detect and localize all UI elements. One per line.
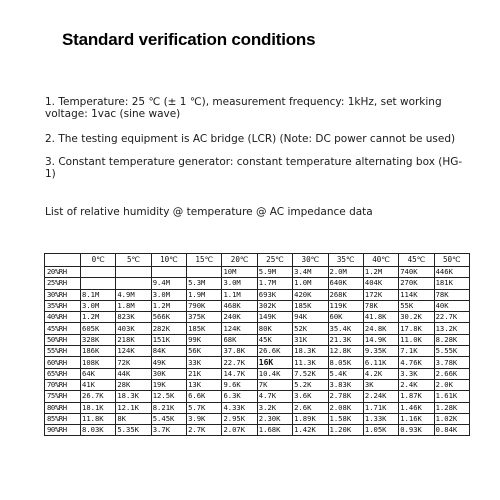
impedance-cell: 60K bbox=[328, 312, 363, 323]
impedance-cell: 14.9K bbox=[363, 334, 398, 345]
impedance-cell: 3.0M bbox=[81, 300, 116, 311]
condition-equipment: 2. The testing equipment is AC bridge (LCR) (Note: DC power cannot be used) bbox=[45, 133, 456, 145]
impedance-cell: 11.8K bbox=[81, 413, 116, 424]
impedance-cell: 21.3K bbox=[328, 334, 363, 345]
impedance-cell: 68K bbox=[222, 334, 257, 345]
impedance-cell: 1.0M bbox=[293, 278, 328, 289]
impedance-cell: 10M bbox=[222, 267, 257, 278]
impedance-cell: 114K bbox=[399, 289, 434, 300]
impedance-cell: 1.46K bbox=[399, 402, 434, 413]
impedance-cell: 1.28K bbox=[434, 402, 469, 413]
impedance-cell: 40K bbox=[434, 300, 469, 311]
table-body bbox=[45, 267, 470, 436]
impedance-cell: 8.1M bbox=[81, 289, 116, 300]
impedance-cell: 30.2K bbox=[399, 312, 434, 323]
table-row bbox=[45, 289, 470, 300]
humidity-label: 75%RH bbox=[45, 391, 81, 402]
impedance-cell: 45K bbox=[257, 334, 292, 345]
impedance-cell: 468K bbox=[222, 300, 257, 311]
impedance-cell: 2.4K bbox=[399, 379, 434, 390]
impedance-cell: 78K bbox=[363, 300, 398, 311]
condition-temperature: 1. Temperature: 25 ℃ (± 1 ℃), measurement frequency: 1kHz, set working voltage: 1vac (sine wave) bbox=[45, 96, 442, 120]
impedance-cell: 6.11K bbox=[363, 357, 398, 368]
impedance-cell: 1.2M bbox=[363, 267, 398, 278]
impedance-cell bbox=[187, 267, 222, 278]
impedance-cell: 4.9M bbox=[116, 289, 151, 300]
impedance-cell bbox=[151, 267, 186, 278]
table-row bbox=[45, 278, 470, 289]
temperature-header: 50℃ bbox=[434, 254, 469, 267]
table-corner-cell bbox=[45, 254, 81, 267]
impedance-cell: 2.78K bbox=[328, 391, 363, 402]
impedance-cell: 3.0M bbox=[151, 289, 186, 300]
impedance-cell: 2.07K bbox=[222, 425, 257, 436]
impedance-cell: 3K bbox=[363, 379, 398, 390]
impedance-cell: 124K bbox=[116, 346, 151, 357]
impedance-cell: 3.2K bbox=[257, 402, 292, 413]
impedance-cell: 2.24K bbox=[363, 391, 398, 402]
impedance-cell: 3.0M bbox=[222, 278, 257, 289]
humidity-label: 65%RH bbox=[45, 368, 81, 379]
impedance-cell: 108K bbox=[81, 357, 116, 368]
humidity-label: 20%RH bbox=[45, 267, 81, 278]
impedance-cell: 2.95K bbox=[222, 413, 257, 424]
impedance-cell: 31K bbox=[293, 334, 328, 345]
impedance-cell: 186K bbox=[81, 346, 116, 357]
impedance-cell: 9.4M bbox=[151, 278, 186, 289]
impedance-cell: 3.7K bbox=[151, 425, 186, 436]
impedance-cell: 19K bbox=[151, 379, 186, 390]
impedance-cell: 6.6K bbox=[187, 391, 222, 402]
impedance-cell: 8.28K bbox=[434, 334, 469, 345]
impedance-cell: 0.93K bbox=[399, 425, 434, 436]
temperature-header: 20℃ bbox=[222, 254, 257, 267]
impedance-cell: 605K bbox=[81, 323, 116, 334]
impedance-cell: 2.0M bbox=[328, 267, 363, 278]
impedance-cell: 30K bbox=[151, 368, 186, 379]
humidity-impedance-table bbox=[44, 253, 470, 436]
impedance-cell: 302K bbox=[257, 300, 292, 311]
impedance-cell: 1.42K bbox=[293, 425, 328, 436]
impedance-cell: 2.30K bbox=[257, 413, 292, 424]
table-row bbox=[45, 402, 470, 413]
impedance-cell: 185K bbox=[187, 323, 222, 334]
table-row bbox=[45, 357, 470, 368]
impedance-cell: 5.35K bbox=[116, 425, 151, 436]
table-caption: List of relative humidity @ temperature @ AC impedance data bbox=[45, 206, 373, 218]
table-row bbox=[45, 425, 470, 436]
temperature-header: 25℃ bbox=[257, 254, 292, 267]
impedance-cell: 44K bbox=[116, 368, 151, 379]
impedance-cell: 1.2M bbox=[81, 312, 116, 323]
impedance-cell: 5.2K bbox=[293, 379, 328, 390]
impedance-cell: 1.61K bbox=[434, 391, 469, 402]
impedance-cell bbox=[81, 278, 116, 289]
impedance-cell: 172K bbox=[363, 289, 398, 300]
impedance-cell: 1.2M bbox=[151, 300, 186, 311]
impedance-cell: 3.4M bbox=[293, 267, 328, 278]
impedance-cell: 282K bbox=[151, 323, 186, 334]
impedance-cell: 55K bbox=[399, 300, 434, 311]
impedance-cell: 5.4K bbox=[328, 368, 363, 379]
impedance-cell: 2.7K bbox=[187, 425, 222, 436]
table-row bbox=[45, 368, 470, 379]
humidity-label: 55%RH bbox=[45, 346, 81, 357]
impedance-cell: 1.58K bbox=[328, 413, 363, 424]
impedance-cell: 7.52K bbox=[293, 368, 328, 379]
impedance-cell: 640K bbox=[328, 278, 363, 289]
impedance-cell: 8.03K bbox=[81, 425, 116, 436]
humidity-label: 25%RH bbox=[45, 278, 81, 289]
impedance-cell: 268K bbox=[328, 289, 363, 300]
impedance-cell: 28K bbox=[116, 379, 151, 390]
table-row bbox=[45, 300, 470, 311]
impedance-cell: 41.8K bbox=[363, 312, 398, 323]
humidity-label: 45%RH bbox=[45, 323, 81, 334]
humidity-label: 60%RH bbox=[45, 357, 81, 368]
impedance-cell: 35.4K bbox=[328, 323, 363, 334]
impedance-cell: 124K bbox=[222, 323, 257, 334]
impedance-cell: 8.05K bbox=[328, 357, 363, 368]
impedance-cell: 1.1M bbox=[222, 289, 257, 300]
impedance-cell: 41K bbox=[81, 379, 116, 390]
impedance-cell: 14.7K bbox=[222, 368, 257, 379]
impedance-cell: 3.78K bbox=[434, 357, 469, 368]
impedance-cell: 49K bbox=[151, 357, 186, 368]
impedance-cell: 13.2K bbox=[434, 323, 469, 334]
humidity-label: 70%RH bbox=[45, 379, 81, 390]
table-row bbox=[45, 334, 470, 345]
impedance-cell: 11.0K bbox=[399, 334, 434, 345]
impedance-cell: 64K bbox=[81, 368, 116, 379]
impedance-cell: 16K bbox=[257, 357, 292, 368]
impedance-cell: 8.21K bbox=[151, 402, 186, 413]
impedance-cell: 5.9M bbox=[257, 267, 292, 278]
impedance-cell: 9.6K bbox=[222, 379, 257, 390]
humidity-label: 50%RH bbox=[45, 334, 81, 345]
humidity-label: 30%RH bbox=[45, 289, 81, 300]
impedance-cell: 37.8K bbox=[222, 346, 257, 357]
impedance-cell: 403K bbox=[116, 323, 151, 334]
temperature-header: 35℃ bbox=[328, 254, 363, 267]
impedance-cell: 5.55K bbox=[434, 346, 469, 357]
impedance-cell: 2.0K bbox=[434, 379, 469, 390]
impedance-cell: 823K bbox=[116, 312, 151, 323]
impedance-cell: 375K bbox=[187, 312, 222, 323]
impedance-cell: 33K bbox=[187, 357, 222, 368]
humidity-label: 90%RH bbox=[45, 425, 81, 436]
page-title: Standard verification conditions bbox=[62, 30, 316, 49]
impedance-cell: 1.68K bbox=[257, 425, 292, 436]
impedance-cell: 5.7K bbox=[187, 402, 222, 413]
impedance-cell: 240K bbox=[222, 312, 257, 323]
impedance-cell: 99K bbox=[187, 334, 222, 345]
table-row bbox=[45, 379, 470, 390]
impedance-cell: 1.71K bbox=[363, 402, 398, 413]
temperature-header: 15℃ bbox=[187, 254, 222, 267]
impedance-cell: 1.8M bbox=[116, 300, 151, 311]
impedance-cell: 3.9K bbox=[187, 413, 222, 424]
impedance-cell: 26.6K bbox=[257, 346, 292, 357]
impedance-cell: 218K bbox=[116, 334, 151, 345]
impedance-cell: 1.20K bbox=[328, 425, 363, 436]
impedance-cell: 80K bbox=[257, 323, 292, 334]
impedance-cell: 18.1K bbox=[81, 402, 116, 413]
impedance-cell: 24.8K bbox=[363, 323, 398, 334]
impedance-cell: 21K bbox=[187, 368, 222, 379]
impedance-cell: 1.33K bbox=[363, 413, 398, 424]
impedance-cell: 56K bbox=[187, 346, 222, 357]
impedance-cell: 404K bbox=[363, 278, 398, 289]
impedance-cell: 151K bbox=[151, 334, 186, 345]
impedance-cell: 26.7K bbox=[81, 391, 116, 402]
impedance-cell: 1.9M bbox=[187, 289, 222, 300]
table-row bbox=[45, 391, 470, 402]
impedance-cell: 1.7M bbox=[257, 278, 292, 289]
impedance-cell: 693K bbox=[257, 289, 292, 300]
impedance-cell: 270K bbox=[399, 278, 434, 289]
impedance-cell: 22.7K bbox=[222, 357, 257, 368]
impedance-cell: 2.6K bbox=[293, 402, 328, 413]
table-row bbox=[45, 267, 470, 278]
table-row bbox=[45, 323, 470, 334]
impedance-cell: 52K bbox=[293, 323, 328, 334]
impedance-cell: 94K bbox=[293, 312, 328, 323]
impedance-cell: 185K bbox=[293, 300, 328, 311]
impedance-cell: 13K bbox=[187, 379, 222, 390]
table-row bbox=[45, 312, 470, 323]
impedance-cell: 1.89K bbox=[293, 413, 328, 424]
impedance-cell: 1.05K bbox=[363, 425, 398, 436]
impedance-cell: 566K bbox=[151, 312, 186, 323]
impedance-cell: 1.16K bbox=[399, 413, 434, 424]
temperature-header: 40℃ bbox=[363, 254, 398, 267]
impedance-cell: 119K bbox=[328, 300, 363, 311]
impedance-cell: 1.02K bbox=[434, 413, 469, 424]
temperature-header: 45℃ bbox=[399, 254, 434, 267]
table-row bbox=[45, 413, 470, 424]
impedance-cell bbox=[116, 267, 151, 278]
impedance-cell: 7.1K bbox=[399, 346, 434, 357]
humidity-label: 85%RH bbox=[45, 413, 81, 424]
impedance-cell: 2.08K bbox=[328, 402, 363, 413]
impedance-cell: 1.87K bbox=[399, 391, 434, 402]
humidity-label: 35%RH bbox=[45, 300, 81, 311]
impedance-cell: 84K bbox=[151, 346, 186, 357]
table-header-row bbox=[45, 254, 470, 267]
impedance-cell: 328K bbox=[81, 334, 116, 345]
impedance-cell: 4.7K bbox=[257, 391, 292, 402]
impedance-cell: 420K bbox=[293, 289, 328, 300]
impedance-cell: 0.84K bbox=[434, 425, 469, 436]
impedance-cell: 5.45K bbox=[151, 413, 186, 424]
humidity-label: 80%RH bbox=[45, 402, 81, 413]
temperature-header: 5℃ bbox=[116, 254, 151, 267]
impedance-cell: 12.5K bbox=[151, 391, 186, 402]
impedance-cell: 18.3K bbox=[293, 346, 328, 357]
impedance-cell: 12.8K bbox=[328, 346, 363, 357]
impedance-cell: 790K bbox=[187, 300, 222, 311]
impedance-cell: 8K bbox=[116, 413, 151, 424]
impedance-cell: 7K bbox=[257, 379, 292, 390]
impedance-cell: 4.33K bbox=[222, 402, 257, 413]
impedance-cell: 3.6K bbox=[293, 391, 328, 402]
impedance-cell: 12.1K bbox=[116, 402, 151, 413]
impedance-cell: 3.83K bbox=[328, 379, 363, 390]
impedance-cell: 17.8K bbox=[399, 323, 434, 334]
impedance-cell: 181K bbox=[434, 278, 469, 289]
impedance-cell: 78K bbox=[434, 289, 469, 300]
impedance-cell: 22.7K bbox=[434, 312, 469, 323]
temperature-header: 0℃ bbox=[81, 254, 116, 267]
impedance-cell bbox=[81, 267, 116, 278]
impedance-cell: 10.4K bbox=[257, 368, 292, 379]
impedance-cell: 3.3K bbox=[399, 368, 434, 379]
impedance-cell: 4.2K bbox=[363, 368, 398, 379]
impedance-cell: 4.76K bbox=[399, 357, 434, 368]
impedance-cell: 5.3M bbox=[187, 278, 222, 289]
impedance-cell: 11.3K bbox=[293, 357, 328, 368]
impedance-cell: 6.3K bbox=[222, 391, 257, 402]
impedance-cell: 446K bbox=[434, 267, 469, 278]
impedance-cell bbox=[116, 278, 151, 289]
impedance-cell: 72K bbox=[116, 357, 151, 368]
condition-generator: 3. Constant temperature generator: constant temperature alternating box (HG-1) bbox=[45, 156, 463, 180]
impedance-cell: 740K bbox=[399, 267, 434, 278]
temperature-header: 10℃ bbox=[151, 254, 186, 267]
humidity-label: 40%RH bbox=[45, 312, 81, 323]
impedance-cell: 18.3K bbox=[116, 391, 151, 402]
impedance-cell: 149K bbox=[257, 312, 292, 323]
table-row bbox=[45, 346, 470, 357]
impedance-cell: 9.35K bbox=[363, 346, 398, 357]
temperature-header: 30℃ bbox=[293, 254, 328, 267]
impedance-cell: 2.66K bbox=[434, 368, 469, 379]
